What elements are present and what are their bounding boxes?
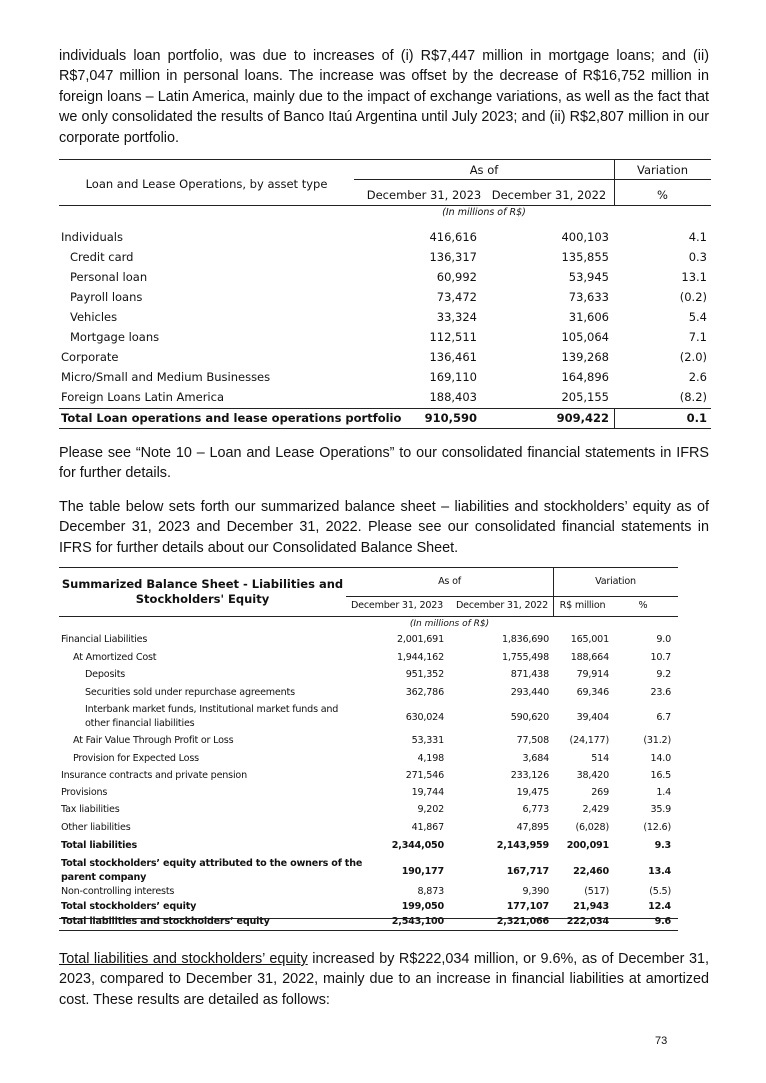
col-header-rs-million: R$ million <box>559 600 606 611</box>
balance-row-2023: 2,344,050 <box>391 840 444 851</box>
balance-row-label: Other liabilities <box>61 822 131 833</box>
column-divider <box>614 408 615 428</box>
col-header-2022: December 31, 2022 <box>491 188 607 202</box>
loan-row-2023: 136,317 <box>429 250 477 264</box>
loan-row-label: Vehicles <box>70 310 118 324</box>
intro-paragraph: individuals loan portfolio, was due to increases of (i) R$7,447 million in mortgage loans; and (ii) R$7,047 million in personal loans. The increase was offset by the decrease of R$16,752 million in foreign loans – Latin America, mainly due to the impact of exchange variations, as well as the fact that we only consolidated the results of Banco Itaú Argentina until July 2023; and (ii) R$2,807 million in our corporate portfolio. <box>59 48 709 146</box>
balance-row-2023: 190,177 <box>401 866 444 877</box>
balance-intro-paragraph: The table below sets forth our summarized balance sheet – liabilities and stockholders’ equity as of December 31, 2023 and December 31, 2022. Please see our consolidated financial statements in IFRS for further details about our Consolidated Balance Sheet. <box>59 499 709 556</box>
loan-row-label: Individuals <box>61 230 123 244</box>
loan-row-2022: 135,855 <box>561 250 609 264</box>
balance-row-rs-million: (6,028) <box>575 822 609 833</box>
balance-row-2023: 19,744 <box>411 787 444 798</box>
column-divider <box>614 159 615 205</box>
loan-row-label: Payroll loans <box>70 290 143 304</box>
loan-row-2022: 400,103 <box>561 230 609 244</box>
balance-row-2022: 871,438 <box>510 669 549 680</box>
loan-row-label: Micro/Small and Medium Businesses <box>61 370 271 384</box>
loan-row-pct: 5.4 <box>688 310 707 324</box>
loan-row-label: Credit card <box>70 250 134 264</box>
loan-row-label: Mortgage loans <box>70 330 160 344</box>
balance-row-rs-million: 188,664 <box>570 652 609 663</box>
balance-row-2022: 177,107 <box>506 901 549 912</box>
balance-row-pct: (5.5) <box>649 886 671 897</box>
balance-row-2022: 2,143,959 <box>496 840 549 851</box>
loan-row-2023: 416,616 <box>429 230 477 244</box>
loan-row-label: Total Loan operations and lease operations portfolio <box>61 411 402 425</box>
balance-row-2022: 293,440 <box>510 687 549 698</box>
loan-row-2023: 60,992 <box>436 270 477 284</box>
balance-row-2022: 167,717 <box>506 866 549 877</box>
table-rule <box>59 930 678 931</box>
balance-row-2022: 3,684 <box>522 753 549 764</box>
loan-row-pct: 2.6 <box>688 370 707 384</box>
balance-row-label: At Fair Value Through Profit or Loss <box>73 735 234 746</box>
loan-row-2022: 205,155 <box>561 390 609 404</box>
balance-row-label-continued: parent company <box>61 872 147 883</box>
loan-row-pct: (8.2) <box>679 390 707 404</box>
col-header-pct: % <box>657 188 668 202</box>
loan-row-pct: 4.1 <box>688 230 707 244</box>
page-number: 73 <box>655 1035 668 1047</box>
balance-row-pct: 9.2 <box>656 669 671 680</box>
loan-row-pct: (0.2) <box>679 290 707 304</box>
balance-row-pct: 16.5 <box>650 770 671 781</box>
balance-row-label: Total liabilities and stockholders’ equity <box>61 916 270 927</box>
loan-row-2023: 136,461 <box>429 350 477 364</box>
balance-row-label: Insurance contracts and private pension <box>61 770 247 781</box>
loan-row-2023: 73,472 <box>436 290 477 304</box>
balance-row-rs-million: 39,404 <box>576 712 609 723</box>
balance-row-label: Securities sold under repurchase agreements <box>85 687 295 698</box>
table-rule <box>346 596 678 597</box>
loan-row-2022: 164,896 <box>561 370 609 384</box>
balance-row-2023: 53,331 <box>411 735 444 746</box>
loan-row-2022: 53,945 <box>568 270 609 284</box>
col-header-pct: % <box>638 600 648 611</box>
loan-row-2023: 169,110 <box>429 370 477 384</box>
balance-row-2023: 4,198 <box>417 753 444 764</box>
table-rule <box>354 159 711 160</box>
balance-row-2023: 9,202 <box>417 804 444 815</box>
loan-row-label: Foreign Loans Latin America <box>61 390 224 404</box>
loan-row-label: Personal loan <box>70 270 148 284</box>
balance-row-label: Total stockholders’ equity attributed to the owners of the <box>61 858 363 869</box>
balance-row-rs-million: 269 <box>591 787 609 798</box>
table-rule <box>59 616 678 617</box>
balance-row-pct: 12.4 <box>648 901 671 912</box>
balance-row-label: Non-controlling interests <box>61 886 175 897</box>
balance-row-rs-million: 514 <box>591 753 609 764</box>
balance-row-2023: 2,001,691 <box>396 634 444 645</box>
balance-row-2022: 6,773 <box>522 804 549 815</box>
balance-row-2022: 9,390 <box>522 886 549 897</box>
loan-row-pct: 13.1 <box>681 270 707 284</box>
loan-row-2022: 105,064 <box>561 330 609 344</box>
loan-row-pct: 0.1 <box>686 411 707 425</box>
balance-row-label-continued: other financial liabilities <box>85 718 195 729</box>
balance-row-2022: 77,508 <box>516 735 549 746</box>
balance-row-pct: (12.6) <box>643 822 671 833</box>
balance-row-rs-million: 2,429 <box>582 804 609 815</box>
loan-row-pct: 7.1 <box>688 330 707 344</box>
balance-row-label: Financial Liabilities <box>61 634 148 645</box>
loan-row-2022: 73,633 <box>568 290 609 304</box>
units-note: (In millions of R$) <box>442 207 526 218</box>
table-rule <box>59 428 711 429</box>
balance-row-label: Provisions <box>61 787 108 798</box>
variation-header: Variation <box>595 576 636 587</box>
balance-row-2023: 1,944,162 <box>396 652 444 663</box>
balance-row-2023: 630,024 <box>405 712 444 723</box>
balance-row-2022: 47,895 <box>516 822 549 833</box>
loan-row-2022: 31,606 <box>568 310 609 324</box>
balance-row-pct: 9.0 <box>656 634 671 645</box>
balance-row-2023: 8,873 <box>417 886 444 897</box>
balance-row-label: Deposits <box>85 669 126 680</box>
balance-row-rs-million: 22,460 <box>573 866 609 877</box>
balance-row-label: Interbank market funds, Institutional market funds and <box>85 704 339 715</box>
loan-row-2023: 188,403 <box>429 390 477 404</box>
balance-row-pct: 9.3 <box>654 840 671 851</box>
table-rule <box>59 567 678 568</box>
balance-row-label: Provision for Expected Loss <box>73 753 199 764</box>
balance-row-2023: 271,546 <box>405 770 444 781</box>
col-header-2023: December 31, 2023 <box>366 188 482 202</box>
table-rule <box>614 179 711 180</box>
underlined-term: Total liabilities and stockholders’ equity <box>59 951 308 967</box>
loan-row-2022: 909,422 <box>556 411 609 425</box>
balance-row-rs-million: 200,091 <box>566 840 609 851</box>
table-rule <box>59 408 711 409</box>
units-note: (In millions of R$) <box>409 619 490 629</box>
balance-row-2022: 1,755,498 <box>501 652 549 663</box>
variation-header: Variation <box>636 163 689 177</box>
balance-row-2022: 1,836,690 <box>501 634 549 645</box>
balance-row-2023: 199,050 <box>401 901 444 912</box>
loan-row-pct: 0.3 <box>688 250 707 264</box>
balance-row-rs-million: 21,943 <box>573 901 609 912</box>
balance-row-2022: 19,475 <box>516 787 549 798</box>
balance-row-pct: 9.6 <box>654 916 671 927</box>
balance-row-rs-million: 38,420 <box>576 770 609 781</box>
balance-row-rs-million: 222,034 <box>566 916 609 927</box>
balance-row-pct: 23.6 <box>650 687 671 698</box>
as-of-header: As of <box>438 576 461 587</box>
balance-row-2022: 2,321,066 <box>496 916 549 927</box>
balance-row-2022: 590,620 <box>510 712 549 723</box>
balance-row-label: Total liabilities <box>61 840 138 851</box>
table-rule <box>354 179 614 180</box>
balance-row-rs-million: (24,177) <box>569 735 609 746</box>
as-of-header: As of <box>469 163 499 177</box>
closing-paragraph <box>59 949 709 1010</box>
table-rule <box>59 159 354 160</box>
col-header-2022: December 31, 2022 <box>455 600 549 611</box>
loan-row-2022: 139,268 <box>561 350 609 364</box>
loan-row-2023: 910,590 <box>424 411 477 425</box>
balance-row-pct: (31.2) <box>643 735 671 746</box>
balance-row-pct: 13.4 <box>648 866 671 877</box>
loan-row-2023: 112,511 <box>429 330 477 344</box>
table-rule <box>59 205 711 206</box>
balance-row-pct: 10.7 <box>650 652 671 663</box>
balance-row-rs-million: (517) <box>584 886 609 897</box>
balance-row-label: Total stockholders’ equity <box>61 901 197 912</box>
balance-row-pct: 1.4 <box>656 787 671 798</box>
loan-row-label: Corporate <box>61 350 119 364</box>
balance-table-title-line1: Summarized Balance Sheet - Liabilities and <box>61 577 344 591</box>
balance-row-label: Tax liabilities <box>61 804 120 815</box>
loan-row-pct: (2.0) <box>679 350 707 364</box>
balance-row-label: At Amortized Cost <box>73 652 157 663</box>
balance-row-pct: 6.7 <box>656 712 671 723</box>
column-divider <box>553 567 554 616</box>
balance-row-2023: 951,352 <box>405 669 444 680</box>
col-header-2023: December 31, 2023 <box>350 600 444 611</box>
note-paragraph: Please see “Note 10 – Loan and Lease Operations” to our consolidated financial statements in IFRS for further details. <box>59 445 709 482</box>
balance-row-rs-million: 69,346 <box>576 687 609 698</box>
loan-row-2023: 33,324 <box>436 310 477 324</box>
balance-row-pct: 35.9 <box>650 804 671 815</box>
closing-text: increased by R$222,034 million, or 9.6%, as of December 31, 2023, compared to December 31, 2022, mainly due to an increase in financial liabilities at amortized cost. These results are detailed as follows: <box>59 951 709 1008</box>
balance-row-rs-million: 165,001 <box>570 634 609 645</box>
balance-row-2023: 2,543,100 <box>391 916 444 927</box>
loan-table-title: Loan and Lease Operations, by asset type <box>85 177 328 191</box>
balance-row-2023: 362,786 <box>405 687 444 698</box>
balance-table-title-line2: Stockholders' Equity <box>135 592 270 606</box>
balance-row-pct: 14.0 <box>650 753 671 764</box>
balance-row-2022: 233,126 <box>510 770 549 781</box>
balance-row-2023: 41,867 <box>411 822 444 833</box>
table-rule <box>59 918 678 919</box>
balance-row-rs-million: 79,914 <box>576 669 609 680</box>
